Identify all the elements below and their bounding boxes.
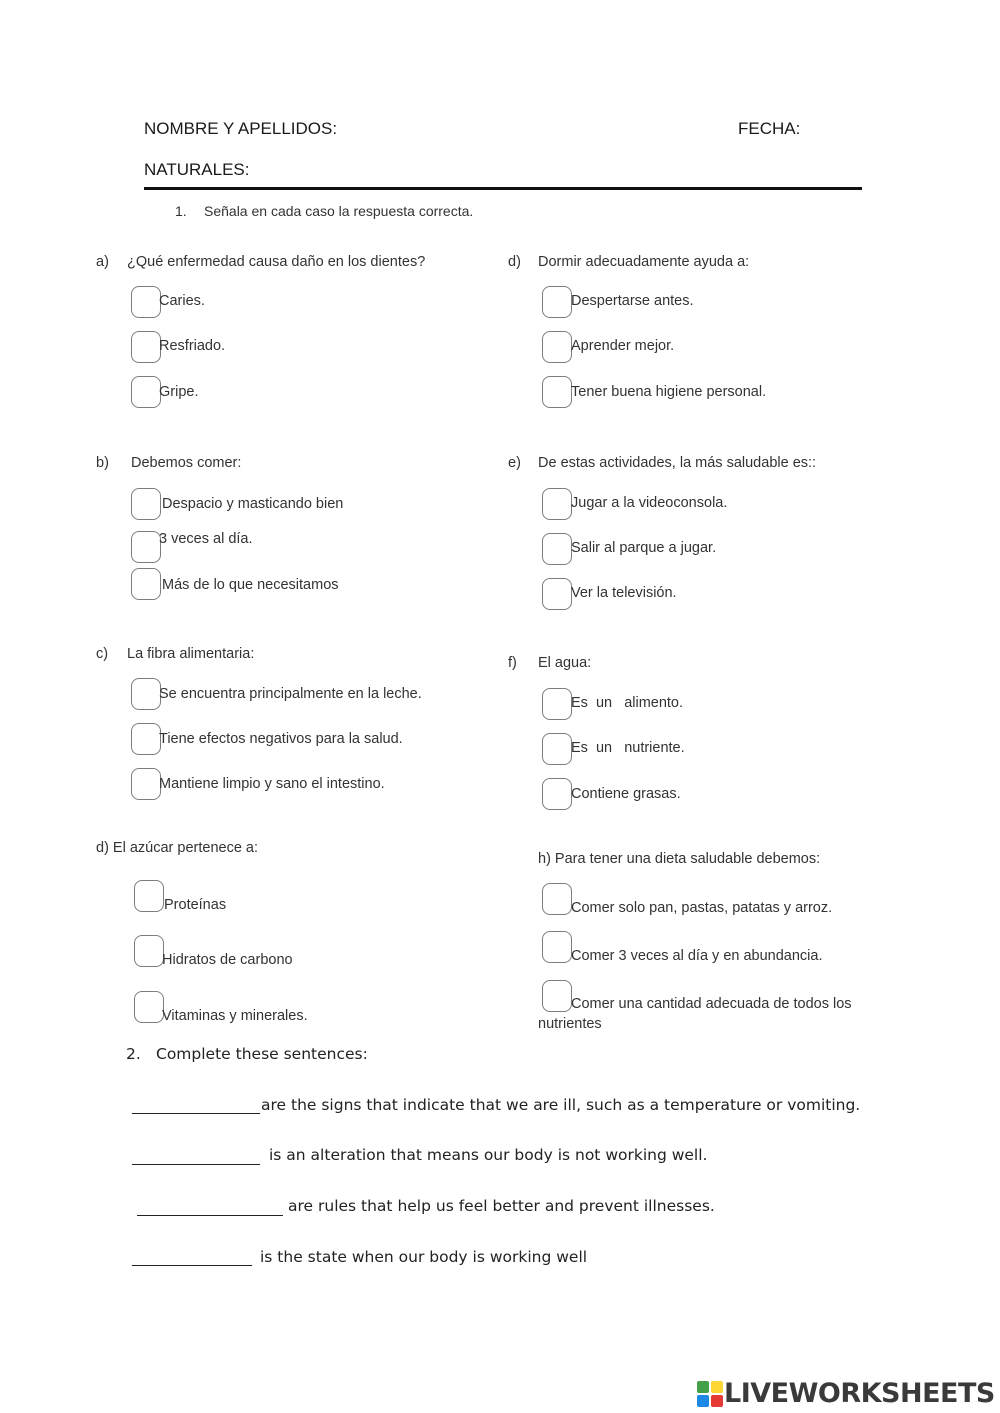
option-c-1: Se encuentra principalmente en la leche. xyxy=(159,686,422,702)
checkbox-f-3[interactable] xyxy=(542,778,572,810)
blank-line-3[interactable] xyxy=(137,1215,283,1216)
option-b-2: 3 veces al día. xyxy=(159,531,253,547)
option-f-2: Es un nutriente. xyxy=(571,740,685,756)
section1-number: 1. xyxy=(175,203,187,219)
checkbox-c-3[interactable] xyxy=(131,768,161,800)
option-h-3: Comer una cantidad adecuada de todos los xyxy=(571,996,852,1012)
checkbox-h-3[interactable] xyxy=(542,980,572,1012)
option-f-1: Es un alimento. xyxy=(571,695,684,711)
option-h-1: Comer solo pan, pastas, patatas y arroz. xyxy=(571,900,833,916)
option-d-3: Tener buena higiene personal. xyxy=(571,384,767,400)
date-label: FECHA: xyxy=(738,119,801,138)
checkbox-a-2[interactable] xyxy=(131,331,161,363)
question-d-letter: d) xyxy=(508,254,521,270)
option-b-1: Despacio y masticando bien xyxy=(162,496,344,512)
header-divider xyxy=(144,187,862,190)
section1-instruction: Señala en cada caso la respuesta correcta. xyxy=(204,203,474,219)
question-d-text: Dormir adecuadamente ayuda a: xyxy=(538,254,750,270)
question-c-text: La fibra alimentaria: xyxy=(127,646,255,662)
option-sugar-2: Hidratos de carbono xyxy=(162,952,293,968)
option-d-2: Aprender mejor. xyxy=(571,338,675,354)
checkbox-b-3[interactable] xyxy=(131,568,161,600)
sentence-4: is the state when our body is working well xyxy=(260,1248,588,1266)
option-a-3: Gripe. xyxy=(159,384,199,400)
subject-label: NATURALES: xyxy=(144,160,250,179)
option-c-2: Tiene efectos negativos para la salud. xyxy=(159,731,403,747)
question-e-text: De estas actividades, la más saludable es:: xyxy=(538,455,817,471)
question-e-letter: e) xyxy=(508,455,521,471)
checkbox-e-1[interactable] xyxy=(542,488,572,520)
question-b-letter: b) xyxy=(96,455,109,471)
blank-line-4[interactable] xyxy=(132,1265,252,1266)
checkbox-a-1[interactable] xyxy=(131,286,161,318)
checkbox-d-3[interactable] xyxy=(542,376,572,408)
checkbox-h-1[interactable] xyxy=(542,883,572,915)
checkbox-a-3[interactable] xyxy=(131,376,161,408)
section2-number: 2. xyxy=(126,1045,141,1063)
checkbox-sugar-1[interactable] xyxy=(134,880,164,912)
question-f-text: El agua: xyxy=(538,655,592,671)
option-h-3-continuation: nutrientes xyxy=(538,1016,602,1032)
option-h-2: Comer 3 veces al día y en abundancia. xyxy=(571,948,823,964)
checkbox-sugar-3[interactable] xyxy=(134,991,164,1023)
option-b-3: Más de lo que necesitamos xyxy=(162,577,339,593)
question-f-letter: f) xyxy=(508,655,517,671)
question-a-letter: a) xyxy=(96,254,109,270)
checkbox-e-3[interactable] xyxy=(542,578,572,610)
section2-instruction: Complete these sentences: xyxy=(156,1045,368,1063)
option-e-2: Salir al parque a jugar. xyxy=(571,540,717,556)
option-e-1: Jugar a la videoconsola. xyxy=(571,495,728,511)
checkbox-sugar-2[interactable] xyxy=(134,935,164,967)
blank-line-2[interactable] xyxy=(132,1164,260,1165)
option-a-1: Caries. xyxy=(159,293,205,309)
sentence-1: are the signs that indicate that we are ill, such as a temperature or vomiting. xyxy=(261,1096,861,1114)
option-sugar-1: Proteínas xyxy=(164,897,227,913)
question-h-text: h) Para tener una dieta saludable debemos: xyxy=(538,851,821,867)
logo-text: LIVEWORKSHEETS xyxy=(724,1378,995,1409)
checkbox-b-2[interactable] xyxy=(131,531,161,563)
question-a-text: ¿Qué enfermedad causa daño en los dientes? xyxy=(127,254,426,270)
option-f-3: Contiene grasas. xyxy=(571,786,681,802)
checkbox-d-2[interactable] xyxy=(542,331,572,363)
option-e-3: Ver la televisión. xyxy=(571,585,677,601)
checkbox-h-2[interactable] xyxy=(542,931,572,963)
checkbox-d-1[interactable] xyxy=(542,286,572,318)
sentence-3: are rules that help us feel better and prevent illnesses. xyxy=(288,1197,715,1215)
checkbox-e-2[interactable] xyxy=(542,533,572,565)
checkbox-c-1[interactable] xyxy=(131,678,161,710)
checkbox-b-1[interactable] xyxy=(131,488,161,520)
blank-line-1[interactable] xyxy=(132,1113,260,1114)
question-sugar-text: d) El azúcar pertenece a: xyxy=(96,840,259,856)
question-b-text: Debemos comer: xyxy=(131,455,242,471)
liveworksheets-logo-icon xyxy=(697,1381,723,1407)
checkbox-f-2[interactable] xyxy=(542,733,572,765)
option-c-3: Mantiene limpio y sano el intestino. xyxy=(159,776,385,792)
option-sugar-3: Vitaminas y minerales. xyxy=(162,1008,308,1024)
sentence-2: is an alteration that means our body is not working well. xyxy=(269,1146,708,1164)
question-c-letter: c) xyxy=(96,646,109,662)
checkbox-c-2[interactable] xyxy=(131,723,161,755)
option-d-1: Despertarse antes. xyxy=(571,293,694,309)
checkbox-f-1[interactable] xyxy=(542,688,572,720)
name-label: NOMBRE Y APELLIDOS: xyxy=(144,119,338,138)
option-a-2: Resfriado. xyxy=(159,338,226,354)
